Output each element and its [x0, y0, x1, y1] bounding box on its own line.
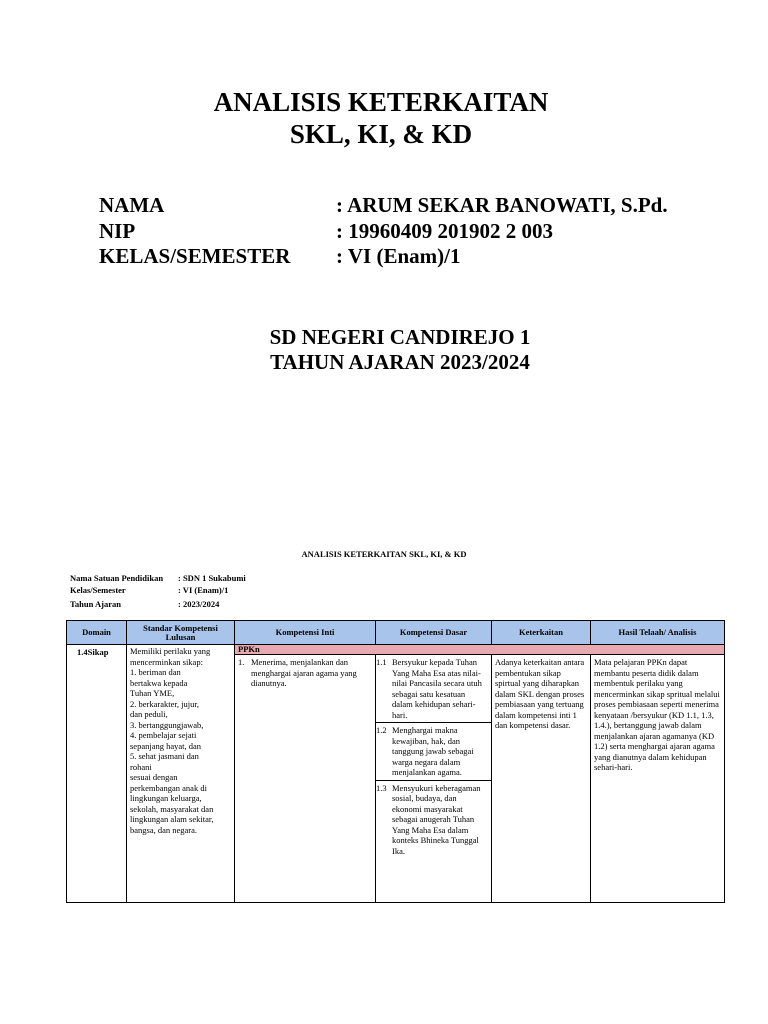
- identity-value: : 19960409 201902 2 003: [336, 218, 553, 243]
- identity-row-kelas: [99, 244, 668, 270]
- meta-value: : 2023/2024: [178, 599, 220, 609]
- table-header-row: [67, 621, 725, 645]
- cover-title: [0, 86, 762, 150]
- kd-number: 1.1: [376, 657, 387, 667]
- skl-line: bangsa, dan negara.: [130, 824, 198, 835]
- meta-value: : SDN 1 Sukabumi: [178, 573, 246, 583]
- identity-label: NAMA: [99, 193, 165, 217]
- ki-item: [238, 657, 372, 689]
- header-domain: Domain: [67, 621, 127, 645]
- cell-domain: 1.4Sikap: [67, 645, 127, 903]
- cell-hasil: Mata pelajaran PPKn dapat membantu peserta didik dalam membentuk perilaku yang mencerminkan sikap spritual melalui proses pembiasaan seperti menerima kenyataan /bersyukur (KD 1.1, 1.3, 1.4.), bertanggung jawab dalam menjalankan ajaran agamanya (KD 1.2) serta menghargai ajaran agama yang dianutnya dalam kehidupan sehari-hari.: [591, 655, 725, 903]
- identity-row-nama: [99, 193, 668, 219]
- skl-line: 5. sehat jasmani dan: [130, 751, 199, 761]
- skl-line: 3. bertanggungjawab,: [130, 719, 204, 730]
- identity-block: [99, 193, 668, 270]
- skl-line: dan peduli,: [130, 709, 168, 719]
- kd-item: [376, 723, 491, 781]
- school-block: [0, 325, 768, 375]
- table-row-subject: [67, 645, 725, 655]
- skl-line: 1. beriman dan: [130, 667, 181, 677]
- cell-kd: [376, 655, 492, 903]
- cell-ki: [235, 655, 376, 903]
- skl-line: 2. berkarakter, jujur,: [130, 698, 199, 709]
- meta-row-school: [70, 573, 246, 585]
- meta-label: Nama Satuan Pendidikan: [70, 573, 164, 583]
- kd-item: [376, 655, 491, 723]
- meta-label: Kelas/Semester: [70, 584, 126, 595]
- cell-subject: PPKn: [235, 645, 725, 655]
- kd-number: 1.3: [376, 782, 387, 793]
- cell-keterkaitan: Adanya keterkaitan antara pembentukan sikap spirtual yang diharapkan dalam SKL dengan proses pembiasaan yang tertuang dalam kompetensi inti 1 dan kompetensi dasar.: [492, 655, 591, 903]
- cover-title-line-2: SKL, KI, & KD: [289, 119, 473, 149]
- skl-line: lingkungan keluarga,: [130, 793, 202, 803]
- school-year: TAHUN AJARAN 2023/2024: [270, 350, 530, 374]
- kd-number: 1.2: [376, 725, 387, 735]
- cover-title-line-1: ANALISIS KETERKAITAN: [213, 87, 549, 117]
- skl-line: sekolah, masyarakat dan: [130, 803, 214, 814]
- skl-line: sesuai dengan: [130, 772, 178, 782]
- meta-label: Tahun Ajaran: [70, 599, 121, 609]
- skl-line: sepanjang hayat, dan: [130, 740, 202, 751]
- identity-row-nip: [99, 219, 668, 245]
- kd-text: Mensyukuri keberagaman sosial, budaya, dan ekonomi masyarakat sebagai anugerah Tuhan Yang Maha Esa dalam konteks Bhineka Tunggal Ika.: [392, 782, 481, 856]
- header-ki: Kompetensi Inti: [235, 621, 376, 645]
- kd-item: [376, 781, 491, 859]
- header-keterkaitan: Keterkaitan: [492, 621, 591, 645]
- skl-line: bertakwa kepada: [130, 677, 188, 688]
- identity-label: KELAS/SEMESTER: [99, 244, 291, 268]
- skl-line: Memiliki perilaku yang: [130, 646, 211, 656]
- identity-value: : VI (Enam)/1: [336, 244, 461, 268]
- skl-line: rohani: [130, 761, 152, 772]
- meta-row-year: [70, 599, 246, 611]
- header-hasil: Hasil Telaah/ Analisis: [591, 621, 725, 645]
- meta-value: : VI (Enam)/1: [178, 584, 229, 595]
- skl-line: mencerminkan sikap:: [130, 656, 203, 667]
- analysis-title: ANALISIS KETERKAITAN SKL, KI, & KD: [301, 549, 467, 559]
- skl-line: lingkungan alam sekitar,: [130, 814, 214, 824]
- skl-line: perkembangan anak di: [130, 782, 207, 793]
- skl-line: Tuhan YME,: [130, 688, 175, 698]
- cell-skl: [127, 645, 235, 903]
- school-name: SD NEGERI CANDIREJO 1: [269, 325, 531, 349]
- ki-number: 1.: [238, 657, 245, 667]
- identity-label: NIP: [99, 218, 136, 243]
- analysis-table: [66, 620, 725, 903]
- header-kd: Kompetensi Dasar: [376, 621, 492, 645]
- identity-value: : ARUM SEKAR BANOWATI, S.Pd.: [336, 193, 668, 217]
- kd-text: Menghargai makna kewajiban, hak, dan tanggung jawab sebagai warga negara dalam menjalankan agama.: [392, 725, 474, 777]
- meta-row-class: [70, 585, 246, 597]
- ki-text: Menerima, menjalankan dan menghargai ajaran agama yang dianutnya.: [251, 657, 357, 688]
- analysis-meta: [70, 573, 246, 611]
- skl-line: 4. pembelajar sejati: [130, 730, 197, 740]
- header-skl: Standar Kompetensi Lulusan: [127, 621, 235, 645]
- kd-text: Bersyukur kepada Tuhan Yang Maha Esa atas nilai-nilai Pancasila secara utuh sebagai satu kesatuan dalam kehidupan sehari-hari.: [392, 657, 482, 720]
